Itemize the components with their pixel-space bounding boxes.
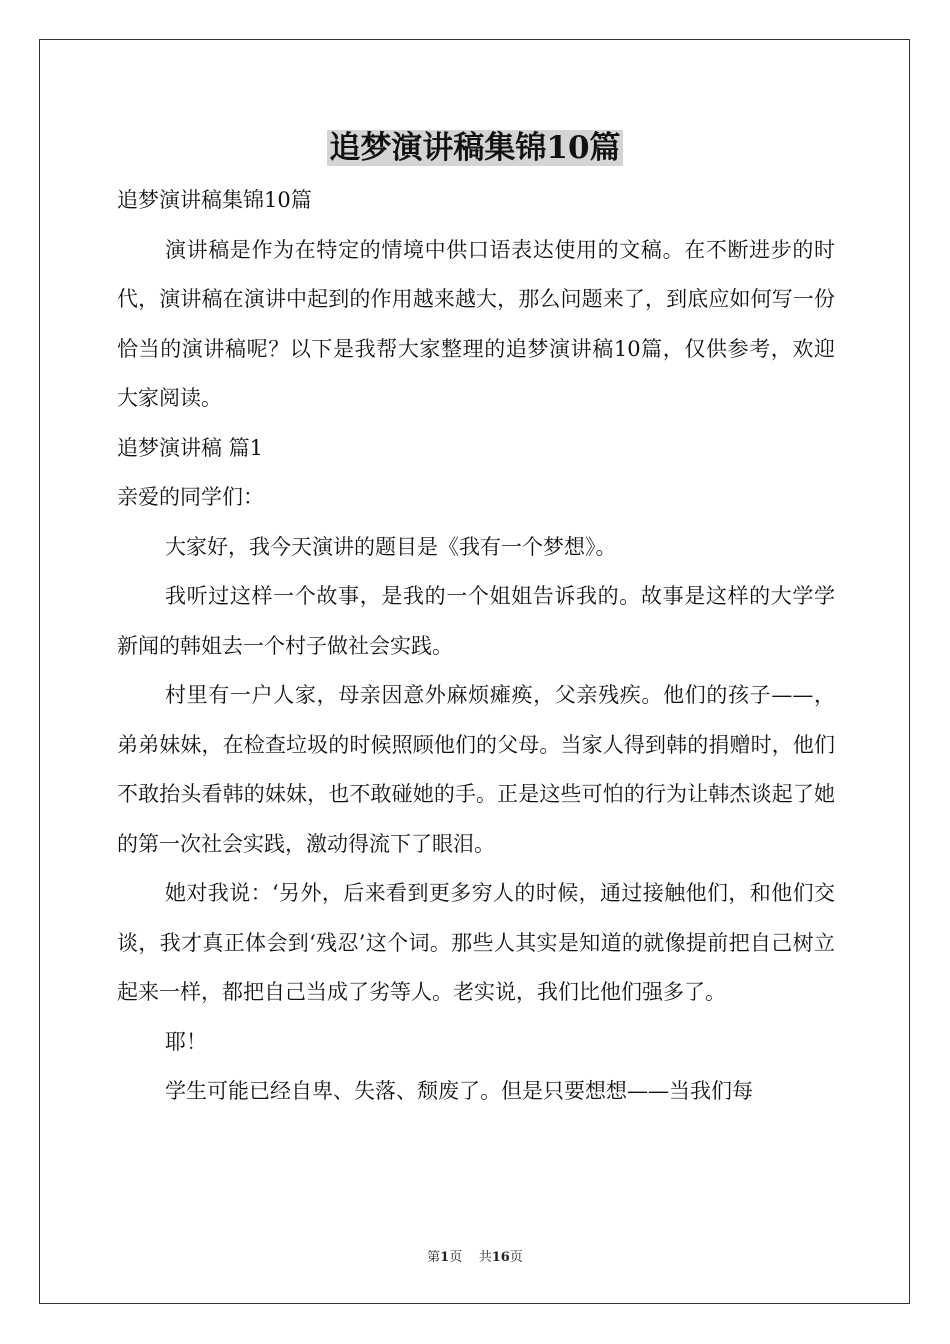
paragraph: 亲爱的同学们： — [117, 485, 264, 509]
paragraph: 我听过这样一个故事，是我的一个姐姐告诉我的。故事是这样的大学学新闻的韩姐去一个村子做社会实践。 — [117, 584, 835, 658]
paragraph: 追梦演讲稿 篇1 — [117, 435, 264, 460]
paragraph: 村里有一户人家，母亲因意外麻烦瘫痪，父亲残疾。他们的孩子——，弟弟妹妹，在检查垃圾的时候照顾他们的父母。当家人得到韩的捐赠时，他们不敢抬头看韩的妹妹，也不敢碰她的手。正是这些可怕的行为让韩杰谈起了她的第一次社会实践，激动得流下了眼泪。 — [117, 683, 835, 856]
document-body — [117, 176, 835, 1117]
page-suffix: 页 — [449, 1250, 463, 1265]
paragraph: 大家好，我今天演讲的题目是《我有一个梦想》。 — [165, 534, 617, 559]
paragraph: 演讲稿是作为在特定的情境中供口语表达使用的文稿。在不断进步的时代，演讲稿在演讲中起到的作用越来越大，那么问题来了，到底应如何写一份恰当的演讲稿呢？以下是我帮大家整理的追梦演讲稿10篇，仅供参考，欢迎大家阅读。 — [117, 237, 835, 410]
page-number: 1 — [440, 1250, 450, 1265]
paragraph: 追梦演讲稿集锦10篇 — [117, 188, 312, 212]
total-pages: 16 — [491, 1250, 510, 1265]
page-footer — [0, 1246, 950, 1265]
page-prefix: 第 — [427, 1250, 441, 1265]
total-prefix: 共 — [478, 1250, 492, 1265]
paragraph: 她对我说：‘另外，后来看到更多穷人的时候，通过接触他们，和他们交谈，我才真正体会到‘残忍’这个词。那些人其实是知道的就像提前把自己树立起来一样，都把自己当成了劣等人。老实说，我们比他们强多了。 — [117, 881, 835, 1004]
total-suffix: 页 — [509, 1250, 523, 1265]
document-title-text: 追梦演讲稿集锦10篇 — [329, 130, 621, 166]
paragraph: 耶！ — [165, 1029, 207, 1054]
document-title — [0, 126, 950, 170]
paragraph: 学生可能已经自卑、失落、颓废了。但是只要想想——当我们每 — [165, 1079, 753, 1103]
